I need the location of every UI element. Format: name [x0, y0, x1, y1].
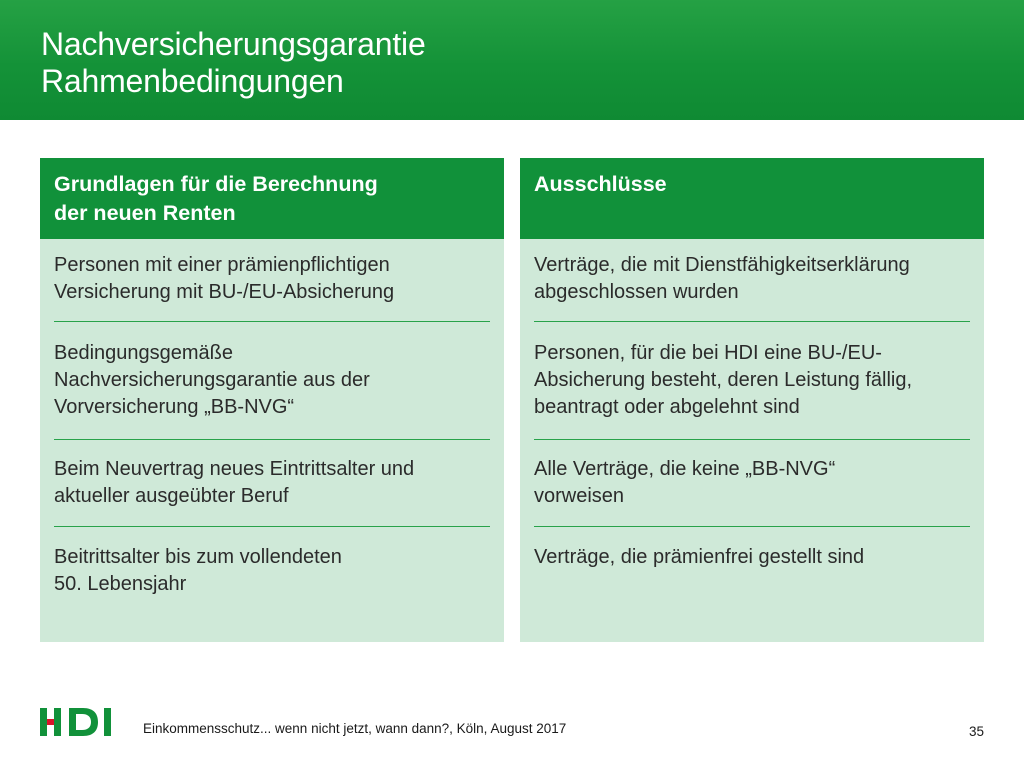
list-item-line: Absicherung besteht, deren Leistung fällig,	[534, 369, 913, 391]
list-item-line: beantragt oder abgelehnt sind	[534, 396, 800, 418]
list-item-line: Alle Verträge, die keine „BB-NVG“	[534, 458, 836, 480]
list-item-line: aktueller ausgeübter Beruf	[54, 485, 289, 507]
list-item-line: Verträge, die prämienfrei gestellt sind	[534, 546, 865, 568]
separator	[534, 526, 970, 527]
list-item	[534, 252, 974, 306]
list-item-line: Versicherung mit BU-/EU-Absicherung	[54, 281, 395, 303]
list-item-line: Personen mit einer prämienpflichtigen	[54, 254, 390, 276]
header-banner	[0, 0, 1024, 120]
separator	[54, 321, 490, 322]
footer-caption: Einkommensschutz... wenn nicht jetzt, wann dann?, Köln, August 2017	[143, 721, 567, 736]
page-number: 35	[968, 724, 984, 739]
hdi-logo-graphic	[40, 706, 126, 738]
page-title-line-2: Rahmenbedingungen	[41, 63, 344, 99]
panel-heading-line: Ausschlüsse	[534, 172, 667, 196]
panel-heading	[520, 158, 984, 239]
list-item	[534, 456, 974, 510]
list-item-line: vorweisen	[534, 485, 625, 507]
list-item-line: Beitrittsalter bis zum vollendeten	[54, 546, 342, 568]
list-item	[54, 252, 494, 306]
list-item	[54, 456, 494, 510]
list-item	[54, 340, 494, 421]
hdi-logo	[40, 706, 126, 738]
panel-heading-line: Grundlagen für die Berechnung	[54, 172, 378, 196]
list-item-line: Nachversicherungsgarantie aus der	[54, 369, 370, 391]
separator	[54, 439, 490, 440]
list-item-line: abgeschlossen wurden	[534, 281, 739, 303]
list-item-line: Vorversicherung „BB-NVG“	[54, 396, 295, 418]
list-item-line: Personen, für die bei HDI eine BU-/EU-	[534, 342, 882, 364]
panel-calculation-basis	[40, 158, 504, 642]
list-item-line: 50. Lebensjahr	[54, 573, 187, 595]
panel-exclusions	[520, 158, 984, 642]
separator	[534, 321, 970, 322]
separator	[534, 439, 970, 440]
list-item	[54, 544, 494, 598]
list-item-line: Bedingungsgemäße	[54, 342, 234, 364]
list-item	[534, 340, 974, 421]
separator	[54, 526, 490, 527]
panel-heading	[40, 158, 504, 239]
panel-heading-line: der neuen Renten	[54, 201, 236, 225]
page-title	[41, 26, 426, 100]
page-title-line-1: Nachversicherungsgarantie	[41, 26, 426, 62]
list-item	[534, 544, 974, 571]
list-item-line: Beim Neuvertrag neues Eintrittsalter und	[54, 458, 415, 480]
list-item-line: Verträge, die mit Dienstfähigkeitserklärung	[534, 254, 910, 276]
